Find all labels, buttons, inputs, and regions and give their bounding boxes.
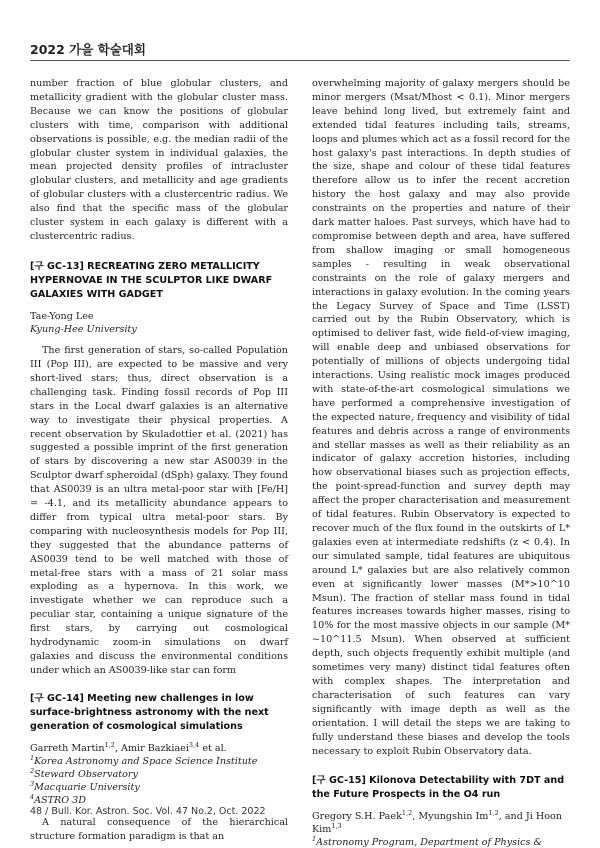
gc13-title: [구 GC-13] RECREATING ZERO METALLICITY HYPERNOVAE IN THE SCULPTOR LIKE DWARF GALAXIES WITH GADGET: [30, 260, 273, 300]
gc13-affiliation: Kyung-Hee University: [30, 323, 137, 335]
right-column: [312, 77, 570, 848]
gc15-author-1: Gregory S.H. Paek: [312, 811, 402, 823]
gc15-title: [구 GC-15] Kilonova Detectability with 7DT and the Future Prospects in the O4 run: [312, 775, 565, 801]
left-continuation-text: number fraction of blue globular clusters, and metallicity gradient with the globular cluster mass. Because we can know the positions of globular clusters with time, comparison with additional observations is possible, e.g. the median radii of the globular cluster system in individual galaxies, the mean projected density profiles of intracluster globular clusters, and metallicity and age gradients of globular clusters with a clustercentric radius. We also find that the specific mass of the globular cluster system in each galaxy is different with a clustercentric radius.: [30, 78, 288, 242]
gc14-authors: [30, 742, 288, 755]
gc14-author-tail: et al.: [199, 742, 227, 754]
gc14-title: [구 GC-14] Meeting new challenges in low surface-brightness astronomy with the next generation of cosmological simulations: [30, 692, 269, 732]
gc13-body: The first generation of stars, so-called Population III (Pop III), are expected to be massive and very short-lived stars; thus, direct observation is a challenging task. Finding fossil records of Pop III stars in the Local dwarf galaxies is an alternative way to investigate their physical properties. A recent observation by Skuladottier et al. (2021) has suggested a possible imprint of the first generation of stars by discovering a new star AS0039 in the Sculptor dwarf spheroidal (dSph) galaxy. They found that AS0039 is an ultra metal-poor star with [Fe/H] = -4.1, and its metallicity abundance appears to differ from typical ultra metal-poor stars. By comparing with nucleosynthesis models for Pop III, they suggested that the abundance patterns of AS0039 tend to be well matched with those of metal-free stars with a mass of 21 solar mass exploding as a hypernova. In this work, we investigate whether we can reproduce such a peculiar star, containing a unique signature of the first stars, by carrying out cosmological hydrodynamic zoom-in simulations on dwarf galaxies and discuss the environmental conditions under which an AS0039-like star can form: [30, 345, 288, 676]
gc14-author-2-sup: 3,4: [188, 740, 200, 749]
page-footer: 48 / Bull. Kor. Astron. Soc. Vol. 47 No.2, Oct. 2022: [30, 806, 266, 817]
gc15-affiliation-1: $^1$Astronomy Program, Department of Physics &: [312, 835, 543, 848]
gc15-author-3: , and Ji Hoon Kim: [312, 811, 562, 836]
abstract-gc15: [312, 774, 570, 848]
header-rule: [30, 60, 570, 61]
running-header: 2022 가을 학술대회: [30, 42, 146, 57]
gc14-affiliation-3: $^3$Macquarie University: [30, 780, 140, 794]
gc14-author-1-sup: 1,2: [104, 740, 115, 749]
gc13-author: Tae-Yong Lee: [30, 310, 94, 322]
left-column: [30, 77, 288, 843]
gc15-author-2: , Myungshin Im: [412, 811, 489, 823]
gc14-author-2: , Amir Bazkiaei: [114, 742, 189, 754]
gc15-authors: Gregory S.H. Paek$^{1,2}$, Myungshin Im$^{1,2}$, and Ji Hoon Kim$^{1,3}$: [312, 809, 562, 836]
gc14-body-start: A natural consequence of the hierarchical structure formation paradigm is that an: [30, 816, 288, 842]
gc14-author-1: Garreth Martin: [30, 742, 105, 754]
gc14-body-continued: overwhelming majority of galaxy mergers should be minor mergers (Msat/Mhost < 0.1). Minor mergers leave behind long lived, but extremely faint and extended tidal features including tails, streams, loops and plumes which act as a fossil record for the host galaxy's past interactions. In depth studies of the size, shape and colour of these tidal features therefore allow us to infer the recent accretion history the host galaxy and may also provide constraints on the properties and nature of their dark matter haloes. Past surveys, which have had to compromise between depth and area, have suffered from shallow imaging or small homogeneous samples - resulting in weak observational constraints on the role of galaxy mergers and interactions in galaxy evolution. In the coming years the Legacy Survey of Space and Time (LSST) carried out by the Rubin Observatory, which is optimised to deliver fast, wide field-of-view imaging, will enable deep and unbiased observations for potentially of millions of objects undergoing tidal interactions. Using realistic mock images produced with state-of-the-art cosmological simulations we have performed a comprehensive investigation of the expected nature, frequency and visibility of tidal features and debris across a range of environments and stellar masses as well as their reliability as an indicator of galaxy accretion histories, including how observational biases such as projection effects, the point-spread-function and survey depth may affect the proper characterisation and measurement of tidal features. Rubin Observatory is expected to recover much of the flux found in the outskirts of L* galaxies even at intermediate redshifts (z < 0.4). In our simulated sample, tidal features are ubiquitous around L* galaxies but are also relatively common even at significantly lower masses (M*>10^10 Msun). The fraction of stellar mass found in tidal features increases towards higher masses, rising to 10% for the most massive objects in our sample (M* ~10^11.5 Msun). When observed at sufficient depth, such objects frequently exhibit multiple (and sometimes very many) distinct tidal features often with complex shapes. The interpretation and characterisation of such features can vary significantly with image depth as well as the orientation. I will detail the steps we are taking to fully understand these biases and develop the tools necessary to exploit Rubin Observatory data.: [312, 78, 570, 757]
gc14-affiliation-1: $^1$Korea Astronomy and Space Science Institute: [30, 753, 258, 767]
abstract-gc13: [30, 260, 288, 678]
abstract-gc14: [30, 692, 288, 844]
gc14-affiliation-4: $^4$ASTRO 3D: [30, 793, 86, 807]
gc14-affiliation-2: $^2$Steward Observatory: [30, 766, 138, 781]
